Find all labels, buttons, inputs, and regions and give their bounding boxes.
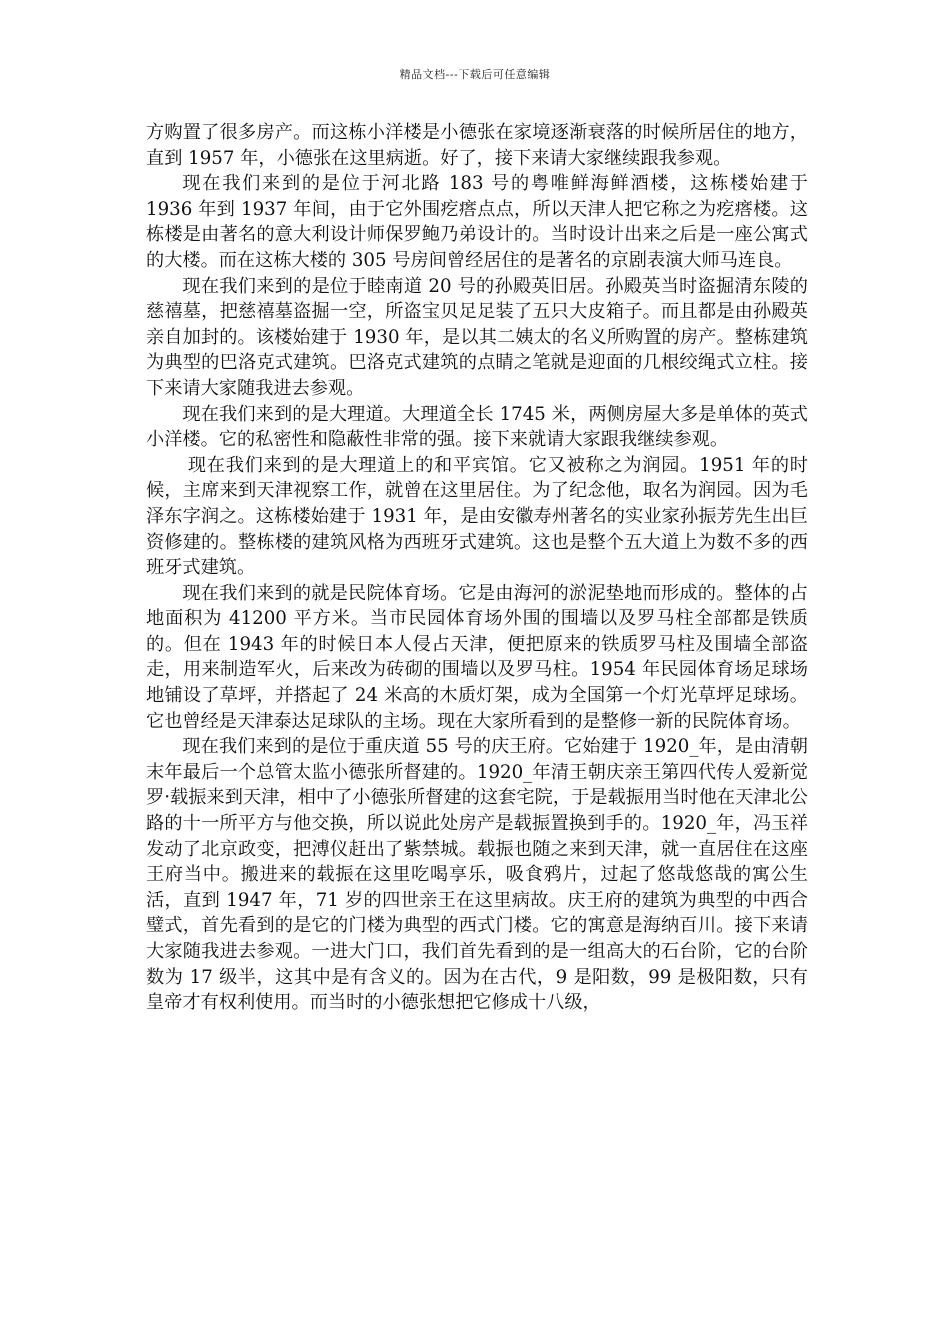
paragraph: 现在我们来到的就是民院体育场。它是由海河的淤泥垫地而形成的。整体的占地面积为 41200 平方米。当市民园体育场外围的围墙以及罗马柱全部都是铁质的。但在 1943 年的时候日本人侵占天津，便把原来的铁质罗马柱及围墙全部盗走，用来制造军火，后来改为砖砌的围墙以及罗马柱。1954 年民园体育场足球场地铺设了草坪，并搭起了 24 米高的木质灯架，成为全国第一个灯光草坪足球场。它也曾经是天津泰达足球队的主场。现在大家所看到的是整修一新的民院体育场。 [146, 582, 808, 732]
page-header: 精品文档---下载后可任意编辑 [399, 68, 551, 81]
paragraph: 现在我们来到的是大理道。大理道全长 1745 米，两侧房屋大多是单体的英式小洋楼。它的私密性和隐蔽性非常的强。接下来就请大家跟我继续参观。 [146, 403, 808, 451]
paragraph: 现在我们来到的是位于重庆道 55 号的庆王府。它始建于 1920_年，是由清朝末年最后一个总管太监小德张所督建的。1920_年清王朝庆亲王第四代传人爱新觉罗·载振来到天津，相中了小德张所督建的这套宅院，于是载振用当时他在天津北公路的十一所平方与他交换，所以说此处房产是载振置换到手的。1920_年，冯玉祥发动了北京政变，把溥仪赶出了紫禁城。载振也随之来到天津，就一直居住在这座王府当中。搬进来的载振在这里吃喝享乐，吸食鸦片，过起了悠哉悠哉的寓公生活，直到 1947 年，71 岁的四世亲王在这里病故。庆王府的建筑为典型的中西合璧式，首先看到的是它的门楼为典型的西式门楼。它的寓意是海纳百川。接下来请大家随我进去参观。一进大门口，我们首先看到的是一组高大的石台阶，它的台阶数为 17 级半，这其中是有含义的。因为在古代，9 是阳数，99 是极阳数，只有皇帝才有权利使用。而当时的小德张想把它修成十八级， [146, 736, 808, 1014]
paragraph: 现在我们来到的是位于河北路 183 号的粤唯鲜海鲜酒楼，这栋楼始建于 1936 年到 1937 年间，由于它外围疙瘩点点，所以天津人把它称之为疙瘩楼。这栋楼是由著名的意大利设计师保罗鲍乃弟设计的。当时设计出来之后是一座公寓式的大楼。而在这栋大楼的 305 号房间曾经居住的是著名的京剧表演大师马连良。 [146, 173, 808, 271]
paragraph: 现在我们来到的是大理道上的和平宾馆。它又被称之为润园。1951 年的时候，主席来到天津视察工作，就曾在这里居住。为了纪念他，取名为润园。因为毛泽东字润之。这栋楼始建于 1931 年，是由安徽寿州著名的实业家孙振芳先生出巨资修建的。整栋楼的建筑风格为西班牙式建筑。这也是整个五大道上为数不多的西班牙式建筑。 [146, 454, 808, 579]
document-body [146, 120, 808, 1016]
paragraph: 现在我们来到的是位于睦南道 20 号的孙殿英旧居。孙殿英当时盗掘清东陵的慈禧墓，把慈禧墓盗掘一空，所盗宝贝足足装了五只大皮箱子。而且都是由孙殿英亲自加封的。该楼始建于 1930 年，是以其二姨太的名义所购置的房产。整栋建筑为典型的巴洛克式建筑。巴洛克式建筑的点睛之笔就是迎面的几根绞绳式立柱。接下来请大家随我进去参观。 [146, 275, 808, 399]
paragraph: 方购置了很多房产。而这栋小洋楼是小德张在家境逐渐衰落的时候所居住的地方，直到 1957 年，小德张在这里病逝。好了，接下来请大家继续跟我参观。 [146, 122, 808, 169]
